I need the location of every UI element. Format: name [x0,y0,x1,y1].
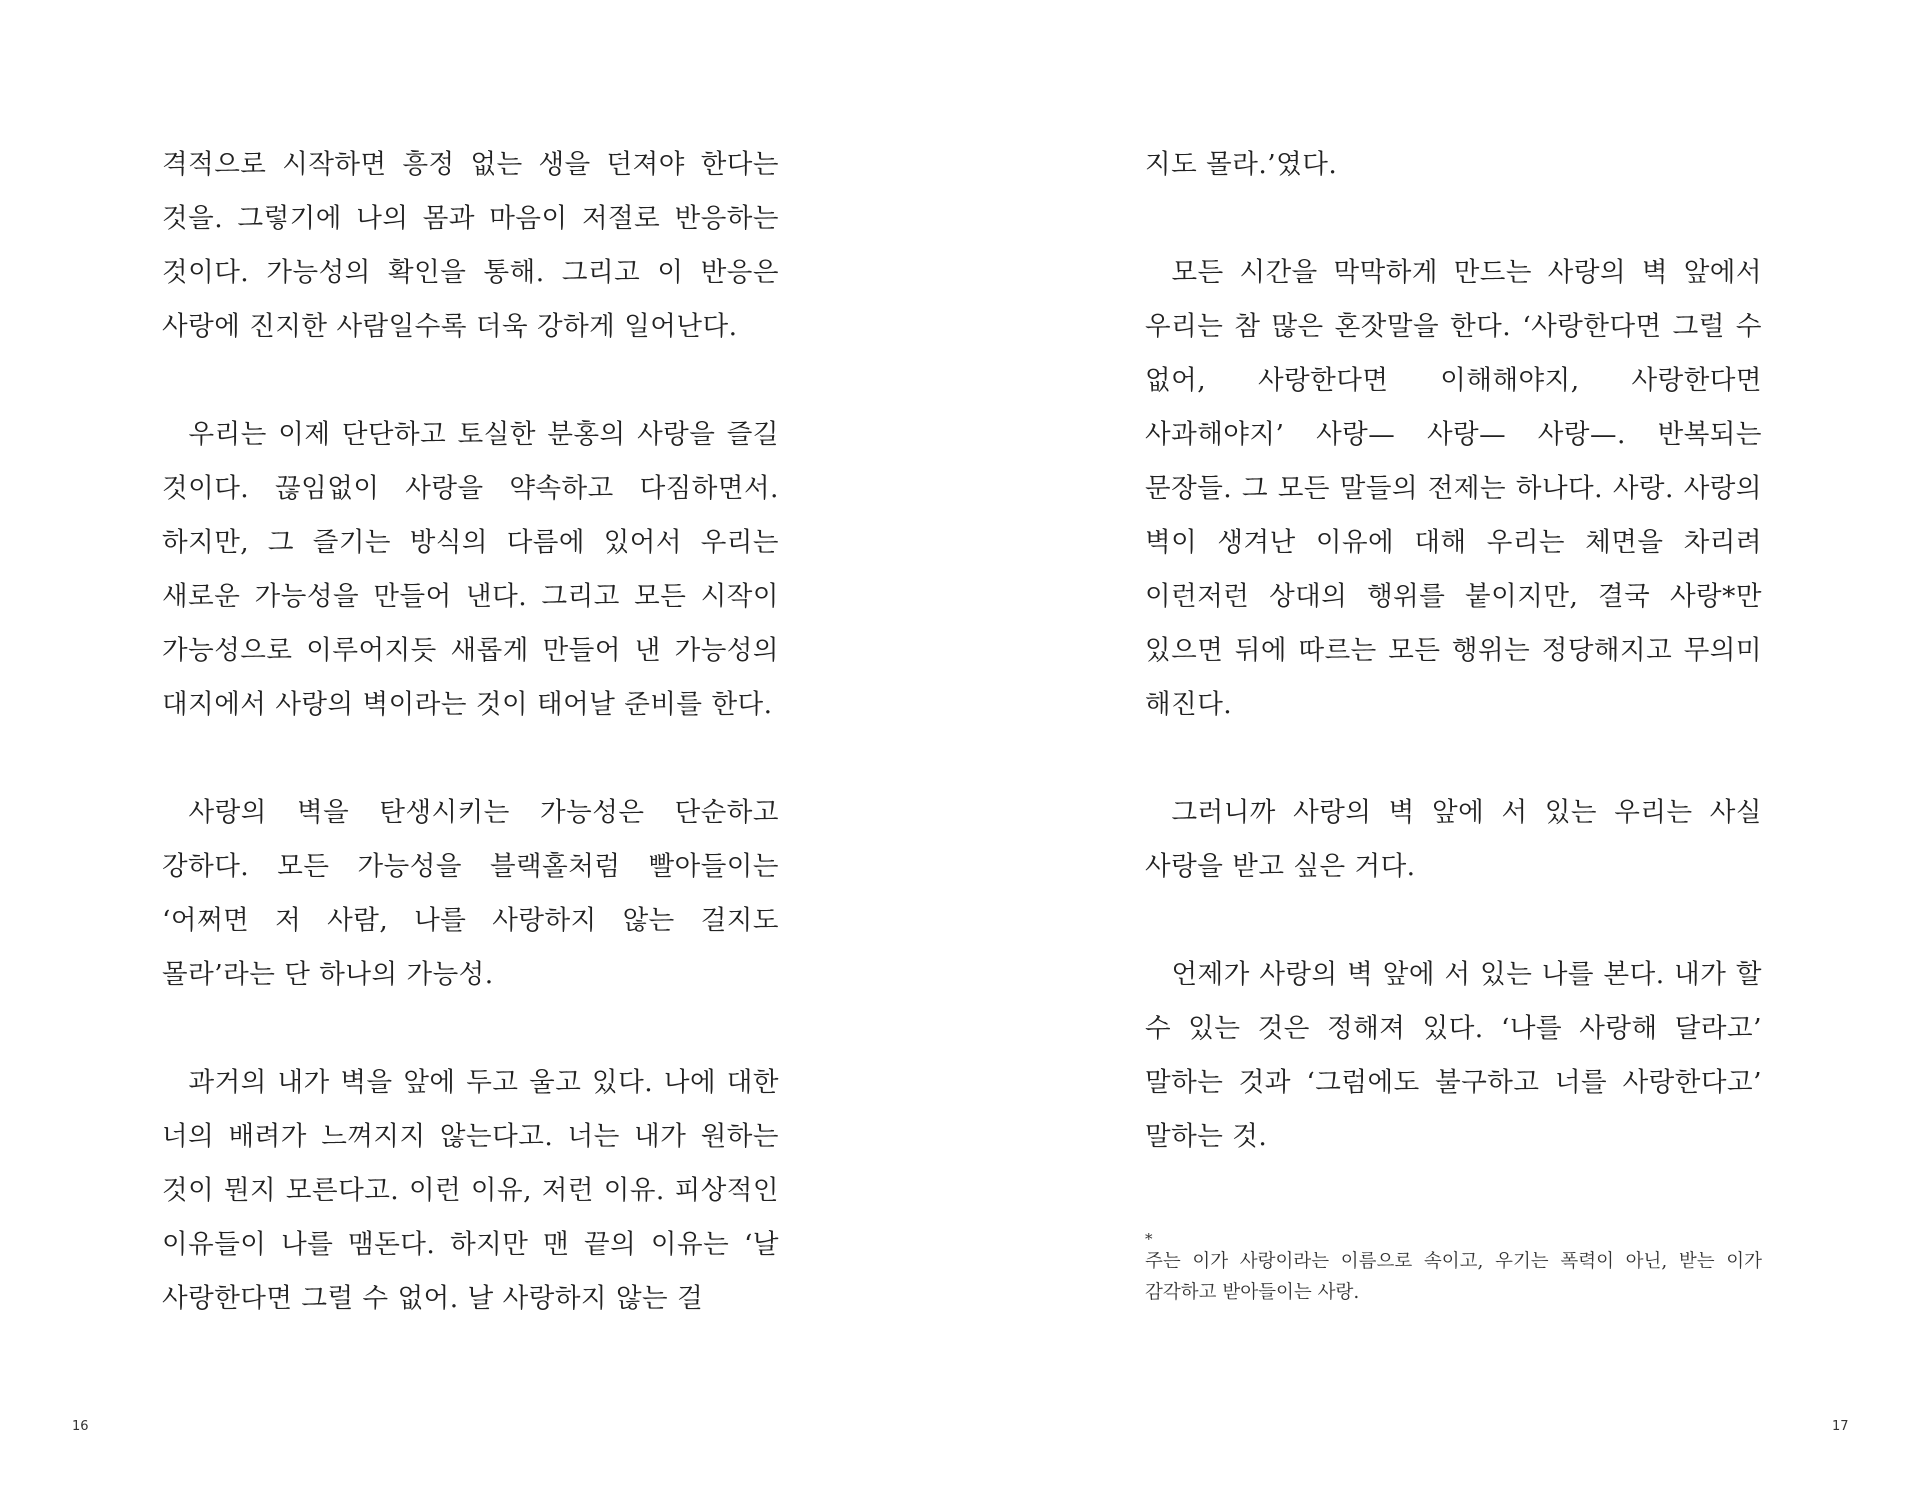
emphasis-phrase: 사랑의 벽 [275,689,389,720]
footnote-mark: * [1145,1230,1153,1248]
left-paragraph-2-text: 우리는 이제 단단하고 토실한 분홍의 사랑을 즐길 것이다. 끊임없이 사랑을 약속하고 다짐하면서. 하지만, 그 즐기는 방식의 다름에 있어서 우리는 새로운 가능성을 만들어 낸다. 그리고 모든 시작이 가능성으로 이루어지듯 새롭게 만들어 낸 가능성의 대지에서 [162,419,779,720]
left-paragraph-2 [162,408,779,732]
page-number-left: 16 [72,1419,89,1434]
right-page-body [1145,138,1762,1164]
left-paragraph-1: 격적으로 시작하면 흥정 없는 생을 던져야 한다는 것을. 그렇기에 나의 몸과 마음이 저절로 반응하는 것이다. 가능성의 확인을 통해. 그리고 이 반응은 사랑에 진지한 사람일수록 더욱 강하게 일어난다. [162,149,779,342]
left-paragraph-2-tail: 이라는 것이 태어날 준비를 한다. [388,689,773,720]
right-paragraph-1: 지도 몰라.’였다. [1145,149,1338,180]
right-paragraph-4: 언제가 사랑의 벽 앞에 서 있는 나를 본다. 내가 할 수 있는 것은 정해져 있다. ‘나를 사랑해 달라고’ 말하는 것과 ‘그럼에도 불구하고 너를 사랑한다고’ 말하는 것. [1145,959,1762,1152]
left-page-body [162,138,779,1326]
right-page [960,0,1919,1502]
right-paragraph-3: 그러니까 사랑의 벽 앞에 서 있는 우리는 사실 사랑을 받고 싶은 거다. [1145,797,1762,882]
footnote-text: 주는 이가 사랑이라는 이름으로 속이고, 우기는 폭력이 아닌, 받는 이가 감각하고 받아들이는 사랑. [1145,1251,1762,1303]
page-number-right: 17 [1832,1419,1849,1434]
left-paragraph-3: 사랑의 벽을 탄생시키는 가능성은 단순하고 강하다. 모든 가능성을 블랙홀처럼 빨아들이는 ‘어쩌면 저 사람, 나를 사랑하지 않는 걸지도 몰라’라는 단 하나의 가능성. [162,797,779,990]
left-paragraph-4: 과거의 내가 벽을 앞에 두고 울고 있다. 나에 대한 너의 배려가 느껴지지 않는다고. 너는 내가 원하는 것이 뭔지 모른다고. 이런 이유, 저런 이유. 피상적인 이유들이 나를 맴돈다. 하지만 맨 끝의 이유는 ‘날 사랑한다면 그럴 수 없어. 날 사랑하지 않는 걸 [162,1067,779,1314]
right-paragraph-2: 모든 시간을 막막하게 만드는 사랑의 벽 앞에서 우리는 참 많은 혼잣말을 한다. ‘사랑한다면 그럴 수 없어, 사랑한다면 이해해야지, 사랑한다면 사과해야지’ 사랑— 사랑— 사랑—. 반복되는 문장들. 그 모든 말들의 전제는 하나다. 사랑. 사랑의 벽이 생겨난 이유에 대해 우리는 체면을 차리려 이런저런 상대의 행위를 붙이지만, 결국 사랑*만 있으면 뒤에 따르는 모든 행위는 정당해지고 무의미 해진다. [1145,257,1762,720]
left-page [0,0,959,1502]
footnote [1145,1232,1762,1308]
